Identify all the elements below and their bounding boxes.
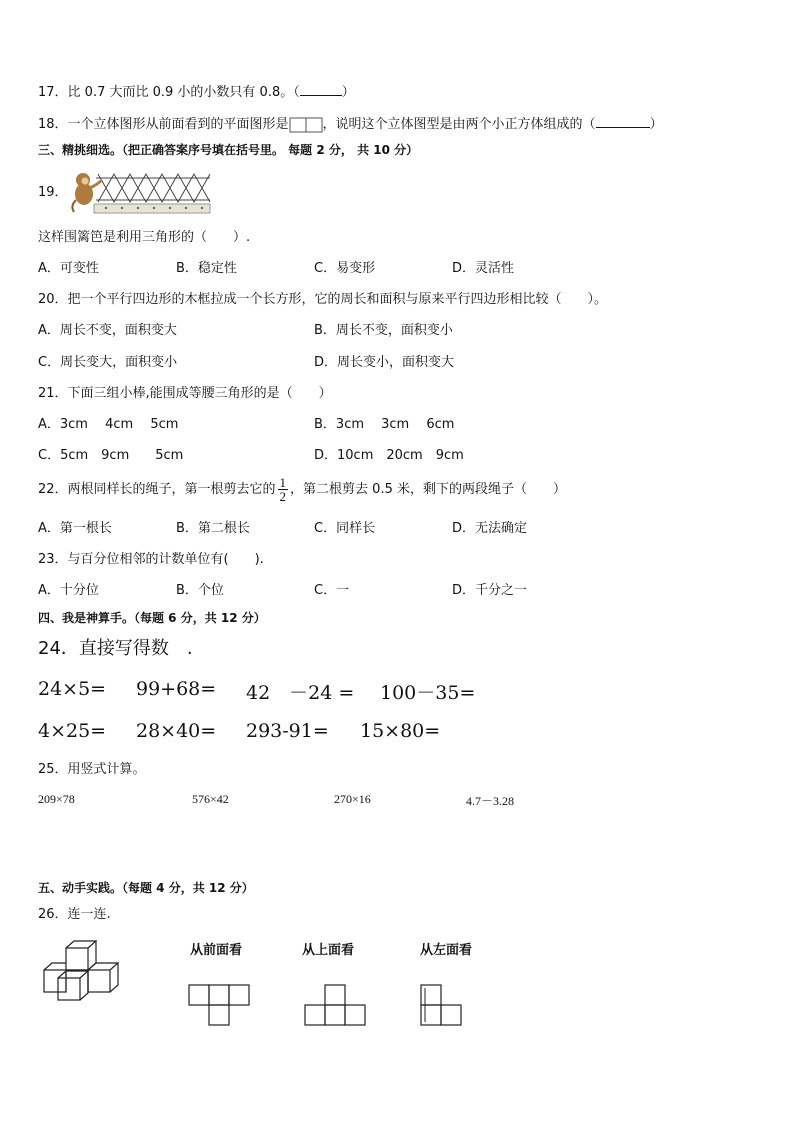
q19-option-a[interactable]: A．可变性: [38, 261, 99, 276]
q22-option-b[interactable]: B．第二根长: [176, 521, 250, 536]
q25-item-1: 209×78: [38, 792, 75, 806]
question-19-number: 19．: [38, 185, 68, 200]
q22-option-d[interactable]: D．无法确定: [452, 521, 528, 536]
question-18-text-before: 18．一个立体图形从前面看到的平面图形是: [38, 117, 289, 132]
two-squares-figure: [289, 117, 323, 133]
q24-item-4: 100－35=: [380, 682, 476, 704]
q24-item-6: 28×40=: [136, 720, 217, 742]
question-22-stem: [38, 476, 566, 503]
question-24-stem: 24．直接写得数 .: [38, 638, 193, 659]
question-20-stem: 20．把一个平行四边形的木框拉成一个长方形，它的周长和面积与原来平行四边形相比较（ ）。: [38, 292, 608, 307]
view-shape-3[interactable]: [420, 984, 466, 1026]
q19-option-c[interactable]: C．易变形: [314, 261, 376, 276]
q20-option-b[interactable]: B．周长不变，面积变小: [314, 323, 453, 338]
question-17: [38, 82, 355, 102]
section-4-title: 四、我是神算手。（每题 6 分，共 12 分）: [38, 611, 266, 625]
fraction-one-half: [278, 476, 289, 503]
fraction-denominator: 2: [279, 489, 287, 504]
q20-option-c[interactable]: C．周长变大，面积变小: [38, 355, 178, 370]
q21-option-a[interactable]: A．3cm 4cm 5cm: [38, 417, 179, 432]
cube-solid-figure: [42, 940, 128, 1006]
label-top-view: 从上面看: [302, 943, 355, 958]
q22-option-a[interactable]: A．第一根长: [38, 521, 112, 536]
question-23-stem: 23．与百分位相邻的计数单位有( ).: [38, 552, 264, 567]
q23-option-b[interactable]: B．个位: [176, 583, 224, 598]
question-19-stem: 这样围篱笆是利用三角形的（ ）.: [38, 230, 251, 245]
label-front-view: 从前面看: [190, 943, 243, 958]
view-shape-1[interactable]: [188, 984, 254, 1026]
question-17-tail: ）: [341, 85, 355, 100]
question-18-text-after: ，说明这个立体图型是由两个小正方体组成的（: [322, 117, 596, 132]
fraction-numerator: 1: [279, 475, 287, 490]
question-17-text: 17．比 0.7 大而比 0.9 小的小数只有 0.8。（: [38, 85, 300, 100]
question-22-stem-before: 22．两根同样长的绳子，第一根剪去它的: [38, 482, 276, 497]
answer-blank-18[interactable]: [596, 114, 650, 128]
section-3-title: 三、精挑细选。（把正确答案序号填在括号里。 每题 2 分， 共 10 分）: [38, 143, 419, 157]
q25-item-2: 576×42: [192, 792, 229, 806]
answer-blank-17[interactable]: [300, 82, 342, 96]
q22-option-c[interactable]: C．同样长: [314, 521, 376, 536]
q19-option-b[interactable]: B．稳定性: [176, 261, 237, 276]
label-left-view: 从左面看: [420, 943, 473, 958]
q20-option-a[interactable]: A．周长不变，面积变大: [38, 323, 177, 338]
q25-item-4: 4.7－3.28: [466, 794, 515, 808]
q24-item-8: 15×80=: [360, 720, 441, 742]
q24-item-3: 42 －24 =: [246, 682, 355, 704]
q20-option-d[interactable]: D．周长变小，面积变大: [314, 355, 455, 370]
q21-option-d[interactable]: D．10cm 20cm 9cm: [314, 448, 464, 463]
fence-illustration: [66, 166, 212, 216]
q23-option-d[interactable]: D．千分之一: [452, 583, 528, 598]
question-22-stem-after: ，第二根剪去 0.5 米，剩下的两段绳子（ ）: [290, 482, 566, 497]
view-shape-2[interactable]: [304, 984, 370, 1026]
q23-option-a[interactable]: A．十分位: [38, 583, 99, 598]
question-25-stem: 25．用竖式计算。: [38, 762, 146, 777]
question-18: [38, 114, 663, 134]
q19-option-d[interactable]: D．灵活性: [452, 261, 515, 276]
q24-item-2: 99+68=: [136, 678, 217, 700]
q24-item-1: 24×5=: [38, 678, 107, 700]
q25-item-3: 270×16: [334, 792, 371, 806]
q23-option-c[interactable]: C．一: [314, 583, 350, 598]
q21-option-b[interactable]: B．3cm 3cm 6cm: [314, 417, 455, 432]
q24-item-5: 4×25=: [38, 720, 107, 742]
question-21-stem: 21．下面三组小棒,能围成等腰三角形的是（ ）: [38, 386, 332, 401]
question-18-tail: ）: [649, 117, 663, 132]
q21-option-c[interactable]: C．5cm 9cm 5cm: [38, 448, 184, 463]
q24-item-7: 293-91=: [246, 720, 329, 742]
section-5-title: 五、动手实践。（每题 4 分，共 12 分）: [38, 881, 254, 895]
question-26-stem: 26．连一连.: [38, 907, 111, 922]
